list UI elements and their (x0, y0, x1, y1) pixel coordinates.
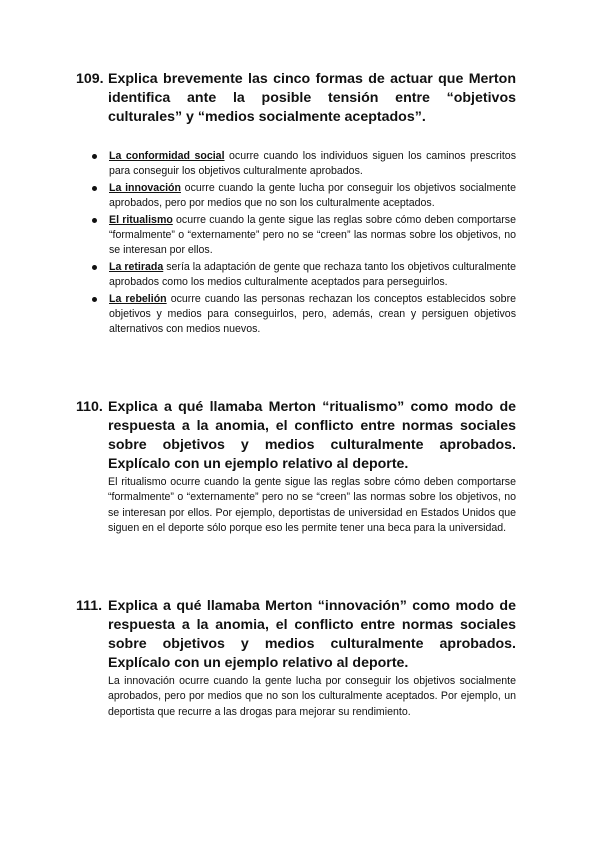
list-item (92, 292, 516, 338)
bullet-icon (92, 297, 97, 302)
question-111 (76, 597, 516, 720)
term-description: ocurre cuando las personas rechazan los conceptos establecidos sobre objetivos y medios para conseguirlos, pero, además, crean y persiguen objetivos alternativos con medios nuevos. (109, 292, 516, 336)
question-111-heading (76, 597, 516, 673)
question-number: 111. (76, 598, 103, 614)
answer-paragraph: La innovación ocurre cuando la gente lucha por conseguir los objetivos socialmente aprobados, pero por medios que no son los culturalmente aceptados. Por ejemplo, un deportista que recurre a las drogas para mejorar su rendimiento. (108, 675, 516, 718)
term-label: El ritualismo (109, 213, 173, 226)
list-item (92, 213, 516, 259)
question-title: Explica brevemente las cinco formas de actuar que Merton identifica ante la posible tensión entre “objetivos culturales” y “medios socialmente aceptados”. (108, 71, 516, 125)
question-title: Explica a qué llamaba Merton “ritualismo” como modo de respuesta a la anomia, el conflicto entre normas sociales sobre objetivos y medios culturalmente aprobados. Explícalo con un ejemplo relativo al deporte. (108, 399, 516, 472)
list-item (92, 149, 516, 180)
term-label: La conformidad social (109, 150, 225, 162)
answer-paragraph: El ritualismo ocurre cuando la gente sigue las reglas sobre cómo deben comportarse “formalmente” o “externamente” pero no se “creen” las normas sobre los objetivos, no se interesan por ellos. Por ejemplo, deportistas de universidad en Estados Unidos que siguen en el deporte sólo porque eso les permite tener una beca para la universidad. (108, 476, 516, 534)
term-label: La innovación (109, 181, 181, 194)
question-number: 110. (76, 399, 103, 415)
bullet-icon (92, 154, 97, 159)
list-item (92, 260, 516, 291)
question-110 (76, 398, 516, 536)
bullet-icon (92, 265, 97, 270)
bullet-icon (92, 218, 97, 223)
term-description: sería la adaptación de gente que rechaza tanto los objetivos culturalmente aprobados como los medios culturalmente aceptados para perseguirlos. (109, 260, 516, 289)
term-label: La retirada (109, 260, 164, 273)
term-label: La rebelión (109, 292, 167, 305)
bullet-icon (92, 186, 97, 191)
question-number: 109. (76, 71, 104, 87)
term-description: ocurre cuando los individuos siguen los caminos prescritos para conseguir los objetivos culturalmente aprobados. (109, 150, 516, 178)
question-110-heading (76, 398, 516, 474)
term-description: ocurre cuando la gente lucha por conseguir los objetivos socialmente aprobados, pero por medios que no son los culturalmente aceptados. (109, 181, 516, 210)
question-109-heading (76, 70, 516, 127)
question-109 (76, 70, 516, 339)
list-item (92, 181, 516, 212)
term-description: ocurre cuando la gente sigue las reglas sobre cómo deben comportarse “formalmente” o “externamente” pero no se “creen” las normas sobre los objetivos, no se interesan por ellos. (109, 213, 516, 257)
question-title: Explica a qué llamaba Merton “innovación” como modo de respuesta a la anomia, el conflicto entre normas sociales sobre objetivos y medios culturalmente aprobados. Explícalo con un ejemplo relativo al deporte. (108, 598, 516, 671)
answer-bullet-list (92, 149, 516, 338)
